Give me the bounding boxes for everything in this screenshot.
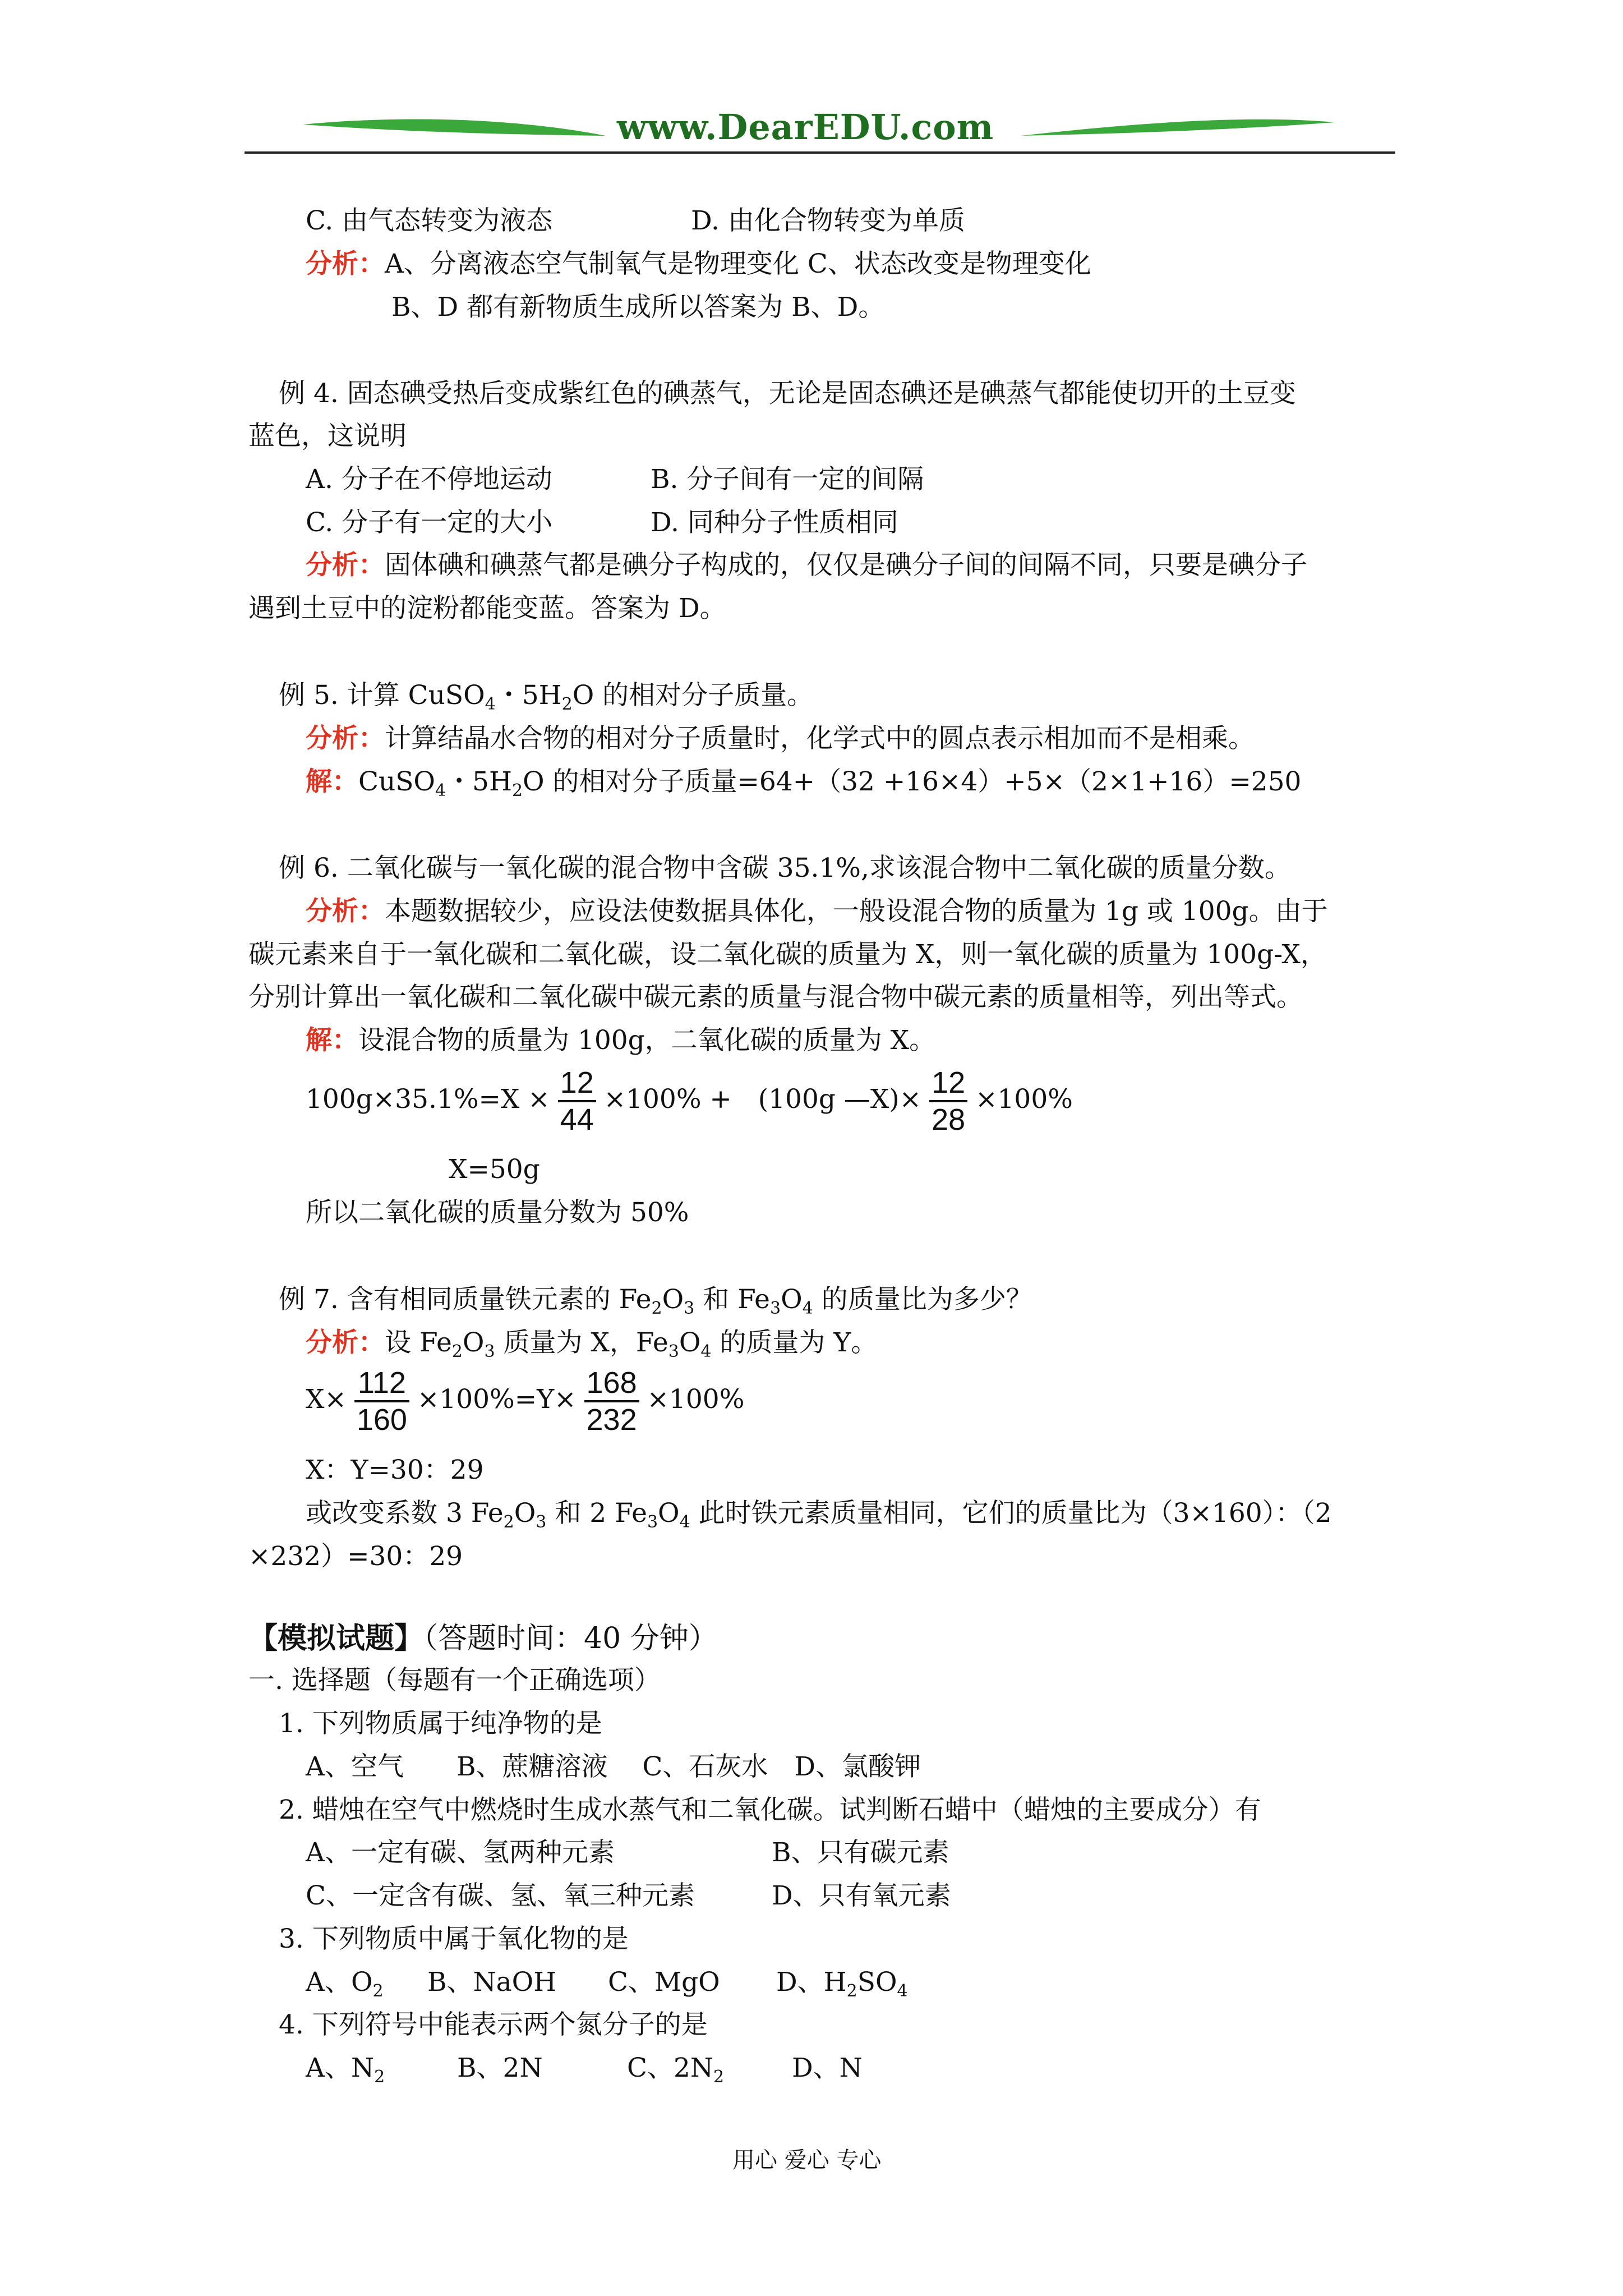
ex6-equation: 100g×35.1%=X × $\frac{12}{44}$ ×100% + (100g —X)× $\frac{12}{28}$ ×100% — [306, 1066, 1073, 1137]
ex7-alternative-line1: 或改变系数 3 $Fe_2O_3$ 和 2 $Fe_3O_4$ 此时铁元素质量相同，它们的质量比为（3×160）：（2 — [306, 1498, 1332, 1532]
ex3-analysis-line2: B、D 都有新物质生成所以答案为 B、D。 — [391, 292, 885, 323]
question-3: 3. 下列物质中属于氧化物的是 — [279, 1924, 629, 1954]
analysis-label: 分析： — [306, 249, 385, 279]
ex6-question: 例 6. 二氧化碳与一氧化碳的混合物中含碳 35.1%,求该混合物中二氧化碳的质量分数。 — [279, 853, 1291, 884]
question-1: 1. 下列物质属于纯净物的是 — [279, 1708, 602, 1739]
section-heading: 一. 选择题（每题有一个正确选项） — [248, 1665, 661, 1696]
ex4-option-b: B. 分子间有一定的间隔 — [651, 464, 924, 495]
logo-text: www.DearEDU.com — [617, 107, 994, 148]
solution-label: 解： — [306, 1025, 358, 1056]
question-2: 2. 蜡烛在空气中燃烧时生成水蒸气和二氧化碳。试判断石蜡中（蜡烛的主要成分）有 — [279, 1795, 1261, 1825]
mock-title: 【模拟试题】（答题时间：40 分钟） — [248, 1621, 718, 1655]
question-4: 4. 下列符号中能表示两个氮分子的是 — [279, 2009, 708, 2040]
question-4-option-d: D、N — [792, 2053, 863, 2083]
ex4-analysis-line2: 遇到土豆中的淀粉都能变蓝。答案为 D。 — [248, 593, 726, 624]
ex7-alternative-line2: ×232）=30：29 — [248, 1541, 463, 1572]
solution-label: 解： — [306, 766, 358, 797]
ex7-ratio: X：Y=30：29 — [306, 1455, 484, 1485]
ex6-solution: 解：设混合物的质量为 100g，二氧化碳的质量为 X。 — [306, 1025, 936, 1056]
ex3-option-d: D. 由化合物转变为单质 — [691, 205, 965, 236]
ex7-equation: X× $\frac{112}{160}$ ×100%=Y× $\frac{168}{232}$ ×100% — [306, 1366, 745, 1437]
ex3-option-c: C. 由气态转变为液态 — [306, 205, 553, 236]
fraction: $\frac{168}{232}$ — [584, 1365, 639, 1437]
ex6-analysis-line3: 分别计算出一氧化碳和二氧化碳中碳元素的质量与混合物中碳元素的质量相等，列出等式。 — [248, 982, 1303, 1013]
ex6-analysis-line1: 分析：本题数据较少，应设法使数据具体化，一般设混合物的质量为 1g 或 100g。由于 — [306, 896, 1328, 927]
footer-text: 用心 爱心 专心 — [732, 2147, 882, 2173]
analysis-label: 分析： — [306, 1327, 385, 1358]
question-4-option-b: B、2N — [457, 2053, 543, 2083]
fraction: $\frac{12}{44}$ — [558, 1065, 596, 1137]
analysis-label: 分析： — [306, 896, 385, 927]
question-2-option-b: B、只有碳元素 — [772, 1837, 949, 1868]
ex5-analysis: 分析：计算结晶水合物的相对分子质量时，化学式中的圆点表示相加而不是相乘。 — [306, 723, 1255, 754]
analysis-label: 分析： — [306, 550, 385, 581]
question-2-option-d: D、只有氧元素 — [772, 1880, 951, 1911]
ex5-solution: 解：CuSO$_4$・$5H_2O$ 的相对分子质量=64+（32 +16×4）+5×（2×1+16）=250 — [306, 766, 1302, 800]
ex4-question-line1: 例 4. 固态碘受热后变成紫红色的碘蒸气，无论是固态碘还是碘蒸气都能使切开的土豆变 — [279, 378, 1296, 409]
question-4-option-c: C、$2N_2$ — [627, 2053, 725, 2087]
question-3-option-b: B、NaOH — [427, 1967, 557, 1998]
question-4-option-a: A、$N_2$ — [306, 2053, 385, 2087]
ex4-option-c: C. 分子有一定的大小 — [306, 507, 553, 538]
ex7-analysis: 分析：设 $Fe_2O_3$ 质量为 X，$Fe_3O_4$ 的质量为 Y。 — [306, 1327, 878, 1361]
ex6-conclusion: 所以二氧化碳的质量分数为 50% — [306, 1197, 689, 1228]
question-2-option-a: A、一定有碳、氢两种元素 — [306, 1837, 615, 1868]
ex5-question: 例 5. 计算 CuSO$_4$・$5H_2O$ 的相对分子质量。 — [279, 680, 814, 714]
ex4-analysis-line1: 分析：固体碘和碘蒸气都是碘分子构成的，仅仅是碘分子间的间隔不同，只要是碘分子 — [306, 550, 1307, 581]
ex6-result: X=50g — [449, 1154, 540, 1185]
question-1-options: A、空气 B、蔗糖溶液 C、石灰水 D、氯酸钾 — [306, 1751, 921, 1782]
ex3-analysis-line1: 分析：A、分离液态空气制氧气是物理变化 C、状态改变是物理变化 — [306, 249, 1091, 279]
header-divider — [245, 151, 1395, 154]
analysis-label: 分析： — [306, 723, 385, 754]
ex4-question-line2: 蓝色，这说明 — [248, 421, 407, 452]
ex7-question: 例 7. 含有相同质量铁元素的 $Fe_2O_3$ 和 $Fe_3O_4$ 的质量比为多少？ — [279, 1284, 1032, 1318]
question-2-option-c: C、一定含有碳、氢、氧三种元素 — [306, 1880, 695, 1911]
ex6-analysis-line2: 碳元素来自于一氧化碳和二氧化碳，设二氧化碳的质量为 X，则一氧化碳的质量为 100g-X， — [248, 939, 1327, 970]
question-3-option-d: D、$H_2SO_4$ — [776, 1967, 908, 2001]
fraction: $\frac{12}{28}$ — [929, 1065, 967, 1137]
question-3-option-c: C、MgO — [608, 1967, 720, 1998]
ex4-option-d: D. 同种分子性质相同 — [651, 507, 898, 538]
fraction: $\frac{112}{160}$ — [354, 1365, 409, 1437]
ex4-option-a: A. 分子在不停地运动 — [306, 464, 552, 495]
question-3-option-a: A、$O_2$ — [306, 1967, 384, 2001]
header-logo — [292, 107, 1346, 151]
